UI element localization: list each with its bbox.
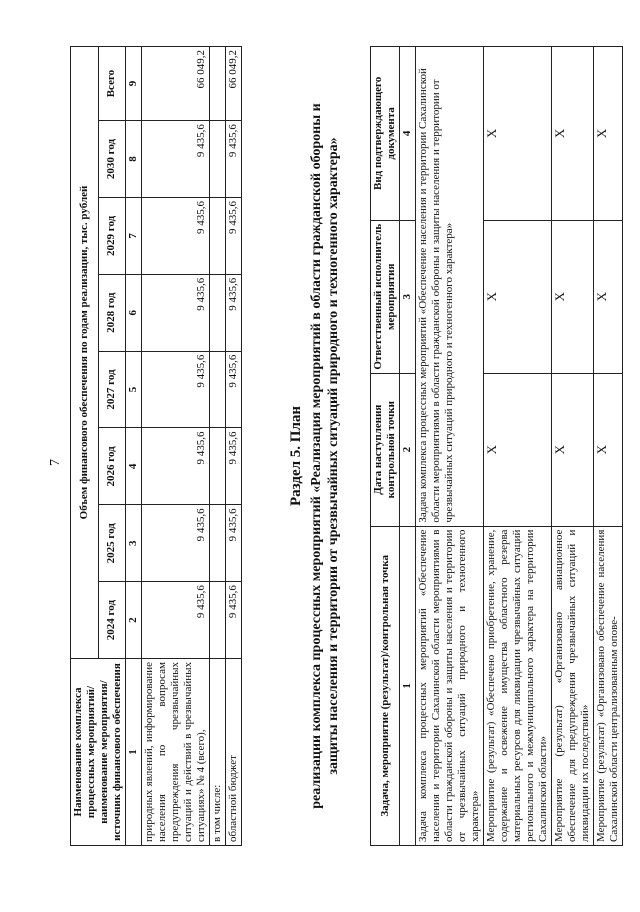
year-2026: 2026 год (98, 428, 126, 505)
cell-value: 66 049,2 (142, 47, 210, 121)
header-name: Наименование комплекса процессных мероприятий/наименование мероприятия/источник финансового обеспечения (71, 659, 126, 846)
financing-table (70, 46, 242, 846)
mark-document: X (484, 47, 552, 221)
task-span-text: Задача комплекса процессных мероприятий «Обеспечение населения и территории Сахалинской области мероприятиями в области гражданской обороны и защиты населения и территории от чрезвычайных ситуаций природного и техногенного характера» (416, 47, 484, 527)
row-name: областной бюджет (226, 659, 242, 846)
cell-value (210, 47, 226, 121)
col-number: 6 (126, 274, 142, 351)
col-number: 2 (400, 373, 416, 526)
cell-value: 9 435,6 (142, 505, 210, 582)
year-2024: 2024 год (98, 582, 126, 659)
row-name: в том числе: (210, 659, 226, 846)
mark-date: X (484, 373, 552, 526)
year-2030: 2030 год (98, 121, 126, 198)
col-number: 2 (126, 582, 142, 659)
mark-date: X (594, 373, 623, 526)
year-2029: 2029 год (98, 197, 126, 274)
mark-document: X (594, 47, 623, 221)
cell-value: 9 435,6 (142, 351, 210, 428)
row-text: Мероприятие (результат) «Организовано обеспечение населения Сахалинской области централизованным опове- (594, 526, 623, 845)
cell-value (210, 428, 226, 505)
header-task: Задача, мероприятие (результат)/контрольная точка (371, 526, 400, 845)
cell-value: 9 435,6 (226, 428, 242, 505)
col-number: 7 (126, 197, 142, 274)
table-row (210, 47, 226, 846)
col-number: 9 (126, 47, 142, 121)
header-date: Дата наступления контрольной точки (371, 373, 400, 526)
col-number: 5 (126, 351, 142, 428)
col-number: 4 (400, 47, 416, 221)
cell-value: 9 435,6 (226, 505, 242, 582)
document-page (40, 26, 620, 886)
col-number: 4 (126, 428, 142, 505)
row-name: природных явлений, информирование населения по вопросам предупреждения чрезвычайных ситуаций и действий в чрезвычайных ситуациях» № 4 (всего), (142, 659, 210, 846)
section-subtitle: реализации комплекса процессных мероприятий «Реализация мероприятий в области гражданской обороны и защиты населения и территории от чрезвычайных ситуаций природного и техногенного характера» (309, 103, 341, 809)
cell-value: 9 435,6 (226, 121, 242, 198)
cell-value (210, 121, 226, 198)
year-2027: 2027 год (98, 351, 126, 428)
year-total: Всего (98, 47, 126, 121)
year-2028: 2028 год (98, 274, 126, 351)
table-row (484, 47, 552, 846)
mark-document: X (552, 47, 594, 221)
column-numbers-row (126, 47, 142, 846)
cell-value: 9 435,6 (142, 121, 210, 198)
table-row (594, 47, 623, 846)
cell-value: 9 435,6 (142, 274, 210, 351)
cell-value (210, 197, 226, 274)
cell-value: 9 435,6 (226, 582, 242, 659)
cell-value: 9 435,6 (226, 351, 242, 428)
cell-value: 9 435,6 (142, 428, 210, 505)
mark-responsible: X (552, 220, 594, 373)
section-title: Раздел 5. План (288, 405, 304, 507)
cell-value (210, 274, 226, 351)
mark-date: X (552, 373, 594, 526)
row-text: Мероприятие (результат) «Организовано авиационное обеспечение для предупреждения чрезвычайных ситуаций и ликвидации их последствий» (552, 526, 594, 845)
table-row (226, 47, 242, 846)
mark-responsible: X (594, 220, 623, 373)
header-responsible: Ответственный исполнитель мероприятия (371, 220, 400, 373)
column-numbers-row (400, 47, 416, 846)
cell-value: 9 435,6 (142, 197, 210, 274)
cell-value: 9 435,6 (226, 274, 242, 351)
header-document: Вид подтверждающего документа (371, 47, 400, 221)
table-row (142, 47, 210, 846)
cell-value: 9 435,6 (142, 582, 210, 659)
row-text: Мероприятие (результат) «Обеспечено приобретение, хранение, содержание и освежение имущества областного резерва материальных ресурсов для ликвидации чрезвычайных ситуаций регионального и межмуниципального характера на территории Сахалинской области» (484, 526, 552, 845)
col-number: 8 (126, 121, 142, 198)
mark-responsible: X (484, 220, 552, 373)
page-number: 7 (48, 459, 63, 466)
cell-value: 66 049,2 (226, 47, 242, 121)
col-number: 1 (400, 526, 416, 845)
cell-value (210, 582, 226, 659)
table-row (552, 47, 594, 846)
header-group: Объем финансового обеспечения по годам реализации, тыс. рублей (71, 47, 99, 659)
col-number: 3 (400, 220, 416, 373)
year-2025: 2025 год (98, 505, 126, 582)
cell-value: 9 435,6 (226, 197, 242, 274)
cell-value (210, 351, 226, 428)
col-number: 3 (126, 505, 142, 582)
cell-value (210, 505, 226, 582)
plan-table (370, 46, 623, 846)
task-row (416, 47, 484, 846)
col-number: 1 (126, 659, 142, 846)
task-text: Задача комплекса процессных мероприятий «Обеспечение населения и территории Сахалинской области мероприятиями в области гражданской обороны и защиты населения и территории от чрезвычайных ситуаций природного и техногенного характера» (416, 526, 484, 845)
